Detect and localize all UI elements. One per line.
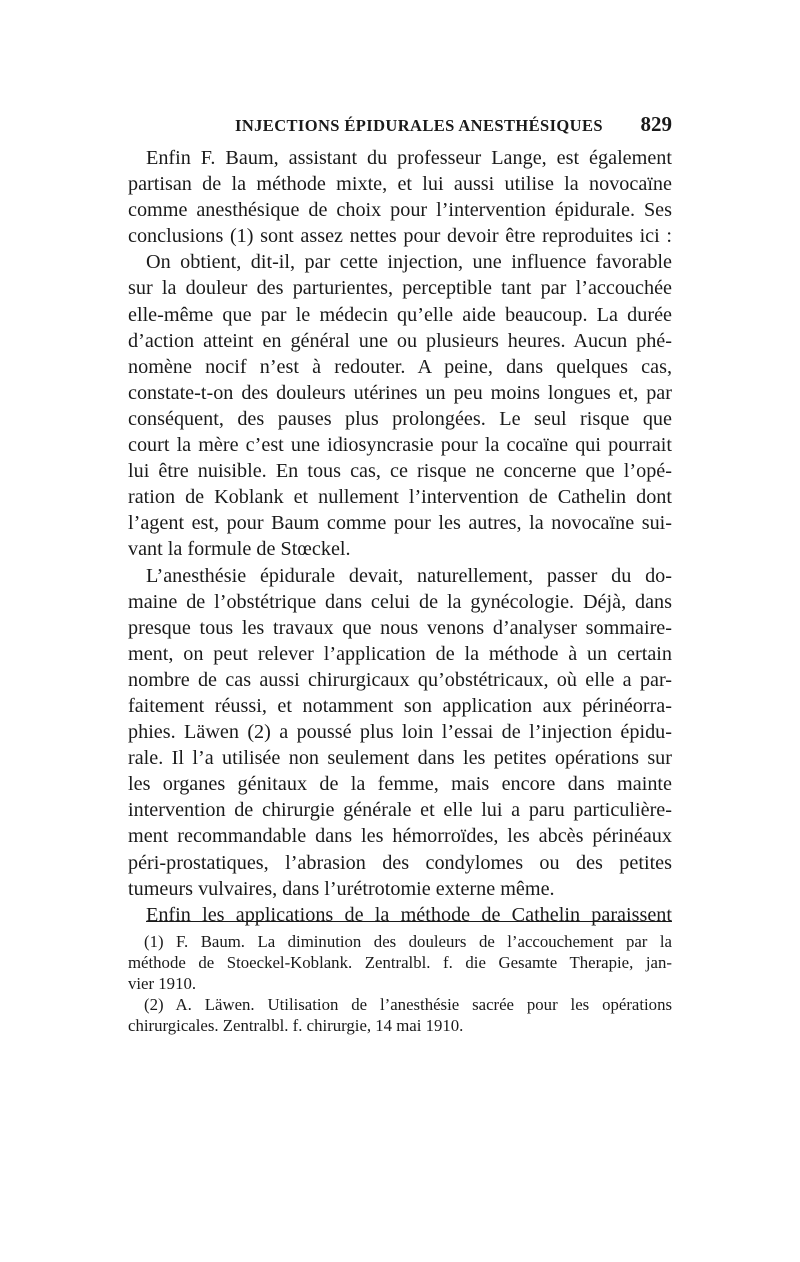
- text-line: d’action atteint en général une ou plusieurs heures. Aucun phé-: [128, 329, 672, 352]
- text-line: intervention de chirurgie générale et elle lui a paru particulière-: [128, 799, 672, 822]
- text-line: péri-prostatiques, l’abrasion des condylomes ou des petites: [128, 851, 672, 874]
- text-line: rale. Il l’a utilisée non seulement dans les petites opérations sur: [128, 747, 672, 770]
- text-line: nombre de cas aussi chirurgicaux qu’obstétricaux, où elle a par-: [128, 668, 672, 691]
- body-text: [128, 145, 672, 928]
- text-line: ment, on peut relever l’application de la méthode à un certain: [128, 642, 672, 665]
- text-line: Enfin les applications de la méthode de Cathelin paraissent: [146, 903, 672, 926]
- text-line: partisan de la méthode mixte, et lui aussi utilise la novocaïne: [128, 173, 672, 196]
- text-line: conséquent, des pauses plus prolongées. Le seul risque que: [128, 407, 672, 430]
- text-line: elle-même que par le médecin qu’elle aide beaucoup. La durée: [128, 303, 672, 326]
- text-line: tumeurs vulvaires, dans l’urétrotomie externe même.: [128, 877, 555, 900]
- footnote-line: chirurgicales. Zentralbl. f. chirurgie, 14 mai 1910.: [128, 1016, 464, 1035]
- page-header: [128, 112, 672, 142]
- footnotes: [128, 931, 672, 1036]
- footnote-line: méthode de Stoeckel-Koblank. Zentralbl. f. die Gesamte Therapie, jan-: [128, 953, 672, 972]
- text-line: ment recommandable dans les hémorroïdes, les abcès périnéaux: [128, 825, 672, 848]
- text-line: presque tous les travaux que nous venons d’analyser sommaire-: [128, 616, 672, 639]
- text-line: maine de l’obstétrique dans celui de la gynécologie. Déjà, dans: [128, 590, 672, 613]
- text-line: faitement réussi, et notamment son application aux périnéorra-: [128, 694, 672, 717]
- running-title: INJECTIONS ÉPIDURALES ANESTHÉSIQUES: [235, 116, 603, 135]
- text-line: conclusions (1) sont assez nettes pour devoir être reproduites ici :: [128, 225, 672, 248]
- text-line: sur la douleur des parturientes, perceptible tant par l’accouchée: [128, 277, 672, 300]
- text-line: vant la formule de Stœckel.: [128, 538, 351, 561]
- footnote-rule: [146, 921, 672, 922]
- footnote-line: (1) F. Baum. La diminution des douleurs de l’accouchement par la: [144, 932, 672, 951]
- text-line: nomène nocif n’est à redouter. A peine, dans quelques cas,: [128, 355, 672, 378]
- text-line: les organes génitaux de la femme, mais encore dans mainte: [128, 773, 672, 796]
- footnote-line: vier 1910.: [128, 974, 197, 993]
- text-line: phies. Läwen (2) a poussé plus loin l’essai de l’injection épidu-: [128, 721, 672, 744]
- text-line: constate-t-on des douleurs utérines un peu moins longues et, par: [128, 381, 672, 404]
- text-line: On obtient, dit-il, par cette injection, une influence favorable: [146, 251, 672, 274]
- text-line: comme anesthésique de choix pour l’intervention épidurale. Ses: [128, 199, 672, 222]
- footnote-line: (2) A. Läwen. Utilisation de l’anesthésie sacrée pour les opérations: [144, 995, 672, 1014]
- text-line: l’agent est, pour Baum comme pour les autres, la novocaïne sui-: [128, 512, 672, 535]
- text-line: L’anesthésie épidurale devait, naturellement, passer du do-: [146, 564, 672, 587]
- text-line: lui être nuisible. En tous cas, ce risque ne concerne que l’opé-: [128, 460, 672, 483]
- text-line: Enfin F. Baum, assistant du professeur Lange, est également: [146, 147, 672, 169]
- text-line: ration de Koblank et nullement l’intervention de Cathelin dont: [128, 486, 672, 509]
- page-number: 829: [640, 112, 672, 136]
- text-line: court la mère c’est une idiosyncrasie pour la cocaïne qui pourrait: [128, 434, 672, 457]
